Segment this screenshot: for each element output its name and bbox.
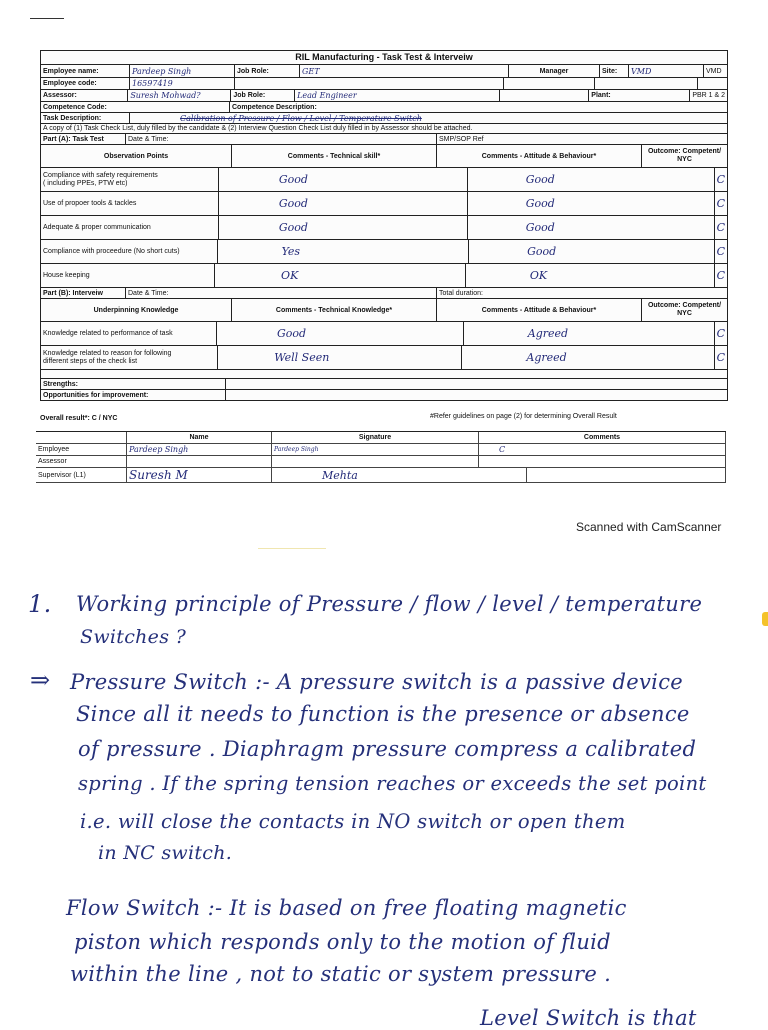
- spacer-row: [41, 370, 727, 379]
- competence-row: [41, 102, 727, 113]
- job-role-value-2: Lead Engineer: [295, 90, 500, 101]
- site-label: Site:: [600, 65, 629, 77]
- observation-row: [41, 216, 727, 240]
- signoff-table: [36, 431, 726, 483]
- assessor-value: Suresh Mohwad?: [128, 90, 231, 101]
- overall-result: Overall result*: C / NYC: [40, 415, 118, 422]
- part-a-label: Part (A): Task Test: [41, 134, 126, 144]
- question-line-2: Switches ?: [80, 626, 187, 648]
- tech-comment: Good: [217, 322, 464, 345]
- part-a-header-row: [41, 145, 727, 168]
- signoff-comment: [479, 456, 726, 467]
- observation-point: [41, 168, 219, 191]
- outcome-value: C: [716, 245, 725, 258]
- knowledge-row: [41, 322, 727, 346]
- attitude-comment: Good: [469, 240, 715, 263]
- strengths-row: [41, 379, 727, 390]
- knowledge-point: [41, 346, 218, 369]
- total-duration-label: Total duration:: [439, 289, 483, 297]
- opportunities-label: Opportunities for improvement:: [41, 390, 226, 400]
- header-technical-knowledge: Comments - Technical Knowledge*: [232, 299, 437, 321]
- header-outcome: Outcome: Competent/ NYC: [647, 148, 722, 163]
- signoff-role: Employee: [36, 444, 127, 455]
- task-description-row: [41, 113, 727, 124]
- observation-point-line1: Compliance with safety requirements: [43, 171, 158, 179]
- blank-cell: [595, 78, 698, 89]
- employee-name-value: Pardeep Singh: [130, 65, 235, 77]
- manager-label: Manager: [509, 65, 600, 77]
- outcome-value: C: [716, 221, 725, 234]
- blank-cell: [235, 78, 504, 89]
- arrow-marker: ⇒: [30, 666, 51, 694]
- attitude-comment: Good: [468, 168, 715, 191]
- scan-edge-mark: [30, 18, 64, 19]
- pressure-line: in NC switch.: [98, 842, 233, 864]
- header-attitude: Comments - Attitude & Behaviour*: [437, 299, 642, 321]
- tech-comment: Yes: [218, 240, 470, 263]
- header-observation-points: Observation Points: [41, 145, 232, 167]
- part-b-date-time: Date & Time:: [126, 288, 437, 298]
- signoff-header-row: [36, 432, 726, 444]
- camscanner-watermark: Scanned with CamScanner: [576, 520, 722, 534]
- part-b-header-row: [41, 299, 727, 322]
- task-description-text: Calibration of Pressure / Flow / Level / Temperature Switch: [180, 113, 422, 123]
- observation-row: [41, 240, 727, 264]
- signoff-name: Suresh M: [127, 468, 272, 482]
- blank-cell: [36, 432, 127, 443]
- part-b-row: [41, 288, 727, 299]
- signoff-signature: [272, 456, 479, 467]
- flow-line: piston which responds only to the motion of fluid: [74, 930, 611, 954]
- knowledge-point: Knowledge related to performance of task: [41, 322, 217, 345]
- attach-note: A copy of (1) Task Check List, duly filled by the candidate & (2) Interview Question Check List duly filled in by Assessor should be attached.: [43, 125, 473, 132]
- signoff-signature: Pardeep Singh: [272, 444, 479, 455]
- blank-cell: [41, 370, 727, 378]
- pressure-line: spring . If the spring tension reaches or exceeds the set point: [78, 772, 707, 795]
- flow-line: within the line , not to static or system pressure .: [70, 962, 612, 986]
- observation-point: Adequate & proper communication: [41, 216, 219, 239]
- competence-description-label: Competence Description:: [232, 103, 317, 111]
- task-description-label: Task Description:: [41, 113, 130, 123]
- outcome-value: C: [716, 269, 725, 282]
- signoff-row: [36, 456, 726, 468]
- employee-code-value: 16597419: [130, 78, 235, 89]
- attitude-comment: Good: [468, 216, 715, 239]
- header-underpinning-knowledge: Underpinning Knowledge: [41, 299, 232, 321]
- header-name: Name: [127, 432, 272, 443]
- job-role-label: Job Role:: [235, 65, 300, 77]
- employee-name-label: Employee name:: [41, 65, 130, 77]
- opportunities-value: [226, 390, 727, 400]
- tech-comment: Good: [219, 216, 468, 239]
- observation-point: House keeping: [41, 264, 215, 287]
- header-attitude: Comments - Attitude & Behaviour*: [437, 145, 642, 167]
- pressure-line: of pressure . Diaphragm pressure compress a calibrated: [78, 737, 697, 761]
- assessor-label: Assessor:: [41, 90, 128, 101]
- attitude-comment: Good: [468, 192, 715, 215]
- header-comments: Comments: [479, 432, 726, 443]
- smp-ref-label: SMP/SOP Ref: [439, 135, 484, 143]
- knowledge-point-line1: Knowledge related to reason for following: [43, 349, 172, 357]
- blank-cell: [698, 78, 727, 89]
- site-handwritten: VMD: [629, 65, 704, 77]
- assessor-row: [41, 90, 727, 102]
- opportunities-row: [41, 390, 727, 400]
- tech-comment: Well Seen: [218, 346, 462, 369]
- knowledge-row: [41, 346, 727, 370]
- signoff-name: Pardeep Singh: [127, 444, 272, 455]
- signoff-signature: Mehta: [272, 468, 527, 482]
- observation-row: [41, 264, 727, 288]
- tech-comment: Good: [219, 168, 468, 191]
- job-role-value: GET: [300, 65, 509, 77]
- outcome-value: C: [716, 173, 725, 186]
- refer-note: #Refer guidelines on page (2) for determining Overall Result: [430, 413, 617, 420]
- observation-point-line2: ( including PPEs, PTW etc): [43, 179, 128, 187]
- observation-point: Compliance with proceedure (No short cuts): [41, 240, 218, 263]
- signoff-role: Assessor: [36, 456, 127, 467]
- employee-code-row: [41, 78, 727, 90]
- attitude-comment: OK: [466, 264, 715, 287]
- employee-code-label: Employee code:: [41, 78, 130, 89]
- task-test-form: [40, 50, 728, 401]
- attach-note-row: [41, 124, 727, 134]
- level-partial-line: Level Switch is that: [480, 1006, 697, 1030]
- site-printed: VMD: [706, 67, 722, 75]
- attitude-comment: Agreed: [464, 322, 715, 345]
- plant-label: Plant:: [589, 90, 690, 101]
- signoff-comment: C: [479, 444, 726, 455]
- signoff-comment: [527, 468, 726, 482]
- task-description-value: [130, 113, 727, 123]
- header-technical-skill: Comments - Technical skill*: [232, 145, 437, 167]
- outcome-value: C: [716, 351, 726, 364]
- pressure-line: i.e. will close the contacts in NO switch or open them: [80, 810, 626, 833]
- signoff-name: [127, 456, 272, 467]
- knowledge-point-line2: different steps of the check list: [43, 357, 138, 365]
- form-title: RIL Manufacturing - Task Test & Interveiw: [41, 51, 727, 65]
- outcome-value: C: [716, 197, 725, 210]
- job-role-label-2: Job Role:: [231, 90, 295, 101]
- employee-name-row: [41, 65, 727, 78]
- scan-artifact-line: [258, 548, 326, 549]
- pressure-line: Since all it needs to function is the presence or absence: [76, 702, 690, 726]
- question-number: 1.: [28, 590, 52, 618]
- signoff-row: [36, 468, 726, 483]
- part-b-label: Part (B): Interveiw: [41, 288, 126, 298]
- competence-code-label: Competence Code:: [41, 102, 230, 112]
- handwritten-notes: [0, 570, 768, 1030]
- part-a-row: [41, 134, 727, 145]
- outcome-value: C: [716, 327, 725, 340]
- tech-comment: Good: [219, 192, 468, 215]
- flow-line: Flow Switch :- It is based on free floating magnetic: [66, 896, 627, 920]
- observation-row: [41, 192, 727, 216]
- yellow-page-flag: [762, 612, 768, 626]
- header-signature: Signature: [272, 432, 479, 443]
- blank-cell: [500, 90, 589, 101]
- strengths-label: Strengths:: [41, 379, 226, 389]
- plant-value: PBR 1 & 2: [692, 92, 726, 99]
- signoff-role: Supervisor (L1): [36, 468, 127, 482]
- observation-point: Use of propoer tools & tackles: [41, 192, 219, 215]
- blank-cell: [504, 78, 595, 89]
- header-outcome: Outcome: Competent/ NYC: [647, 302, 722, 317]
- strengths-value: [226, 379, 727, 389]
- observation-row: [41, 168, 727, 192]
- part-a-date-time: Date & Time:: [126, 134, 437, 144]
- attitude-comment: Agreed: [462, 346, 714, 369]
- signoff-row: [36, 444, 726, 456]
- pressure-line: Pressure Switch :- A pressure switch is a passive device: [70, 670, 683, 694]
- question-line-1: Working principle of Pressure / flow / level / temperature: [76, 592, 703, 616]
- tech-comment: OK: [215, 264, 466, 287]
